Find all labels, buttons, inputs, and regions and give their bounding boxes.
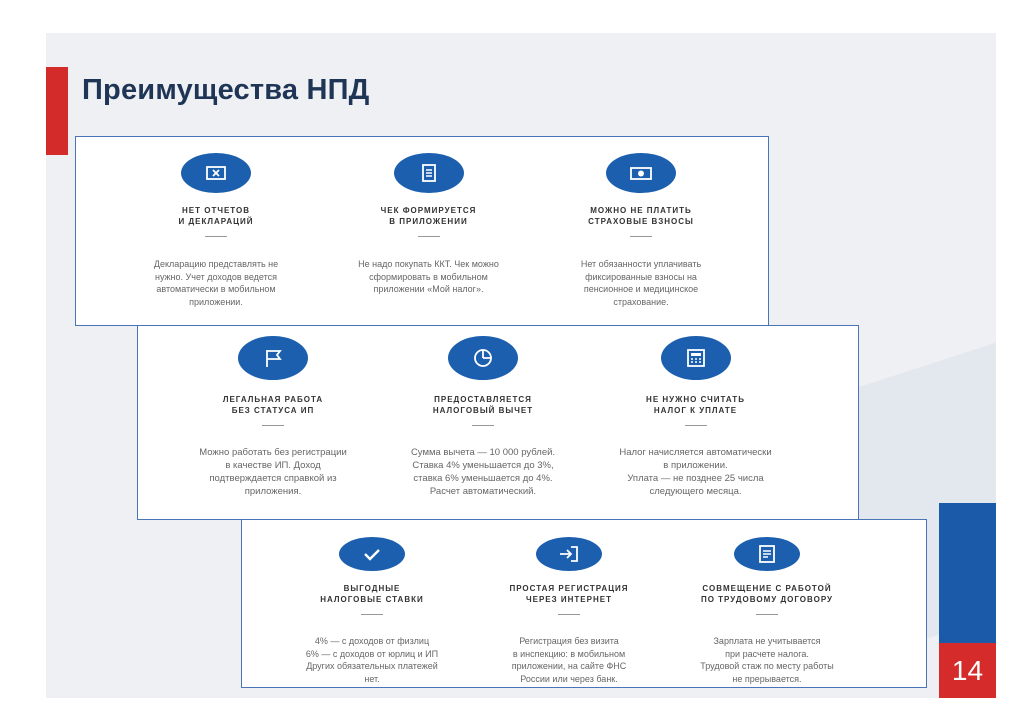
divider (361, 614, 383, 615)
divider (418, 236, 440, 237)
x-document-icon (181, 153, 251, 193)
benefit-auto-calculation (593, 326, 798, 529)
benefit-description: Можно работать без регистрации в качестве ИП. Доход подтверждается справкой из приложения. (199, 447, 347, 497)
money-icon (606, 153, 676, 193)
benefit-heading: ЛЕГАЛЬНАЯ РАБОТА БЕЗ СТАТУСА ИП (222, 395, 324, 415)
benefit-combine-with-employment (667, 520, 867, 704)
document-icon (734, 537, 800, 571)
receipt-icon (394, 153, 464, 193)
flag-icon (238, 336, 308, 380)
benefit-description: Сумма вычета — 10 000 рублей. Ставка 4% уменьшается до 3%, ставка 6% уменьшается до 4%. Расчет автоматический. (410, 447, 556, 497)
title-accent-bar (46, 67, 68, 155)
benefit-heading: ПРЕДОСТАВЛЯЕТСЯ НАЛОГОВЫЙ ВЫЧЕТ (432, 395, 534, 415)
slide-title: Преимущества НПД (82, 74, 370, 106)
benefit-heading: ВЫГОДНЫЕ НАЛОГОВЫЕ СТАВКИ (320, 584, 424, 604)
benefits-panel-3 (241, 519, 927, 688)
benefit-low-rates (272, 520, 472, 704)
login-icon (536, 537, 602, 571)
benefit-heading: НЕ НУЖНО СЧИТАТЬ НАЛОГ К УПЛАТЕ (646, 395, 745, 415)
divider (205, 236, 227, 237)
benefit-heading: МОЖНО НЕ ПЛАТИТЬ СТРАХОВЫЕ ВЗНОСЫ (588, 206, 694, 226)
page-number: 14 (939, 643, 996, 698)
benefit-heading: ПРОСТАЯ РЕГИСТРАЦИЯ ЧЕРЕЗ ИНТЕРНЕТ (509, 584, 629, 604)
divider (262, 425, 284, 426)
divider (685, 425, 707, 426)
side-accent-bar (939, 503, 996, 643)
divider (558, 614, 580, 615)
benefit-description: Не надо покупать ККТ. Чек можно сформировать в мобильном приложении «Мой налог». (358, 259, 499, 294)
benefit-description: Регистрация без визита в инспекцию: в мобильном приложении, на сайте ФНС России или через банк. (511, 636, 627, 684)
pie-chart-icon (448, 336, 518, 380)
benefit-no-reports (121, 137, 311, 341)
benefit-online-registration (469, 520, 669, 704)
benefit-tax-deduction (383, 326, 583, 529)
benefit-no-insurance-fees (546, 137, 736, 341)
benefit-heading: СОВМЕЩЕНИЕ С РАБОТОЙ ПО ТРУДОВОМУ ДОГОВОРУ (700, 584, 834, 604)
divider (630, 236, 652, 237)
benefits-panel-1 (75, 136, 769, 326)
benefit-description: Налог начисляется автоматически в приложении. Уплата — не позднее 25 числа следующего месяца. (619, 447, 772, 497)
benefit-description: 4% — с доходов от физлиц 6% — с доходов от юрлиц и ИП Других обязательных платежей нет. (305, 636, 439, 684)
benefit-description: Зарплата не учитывается при расчете налога. Трудовой стаж по месту работы не прерывается. (700, 636, 834, 684)
benefit-description: Декларацию представлять не нужно. Учет доходов ведется автоматически в мобильном приложении. (153, 259, 279, 307)
divider (756, 614, 778, 615)
divider (472, 425, 494, 426)
benefit-description: Нет обязанности уплачивать фиксированные взносы на пенсионное и медицинское страхование. (580, 259, 702, 307)
calculator-icon (661, 336, 731, 380)
benefit-heading: ЧЕК ФОРМИРУЕТСЯ В ПРИЛОЖЕНИИ (380, 206, 477, 226)
checkmark-icon (339, 537, 405, 571)
benefit-legal-work (173, 326, 373, 529)
benefit-heading: НЕТ ОТЧЕТОВ И ДЕКЛАРАЦИЙ (178, 206, 254, 226)
benefit-receipt-in-app (331, 137, 526, 341)
benefits-panel-2 (137, 325, 859, 520)
